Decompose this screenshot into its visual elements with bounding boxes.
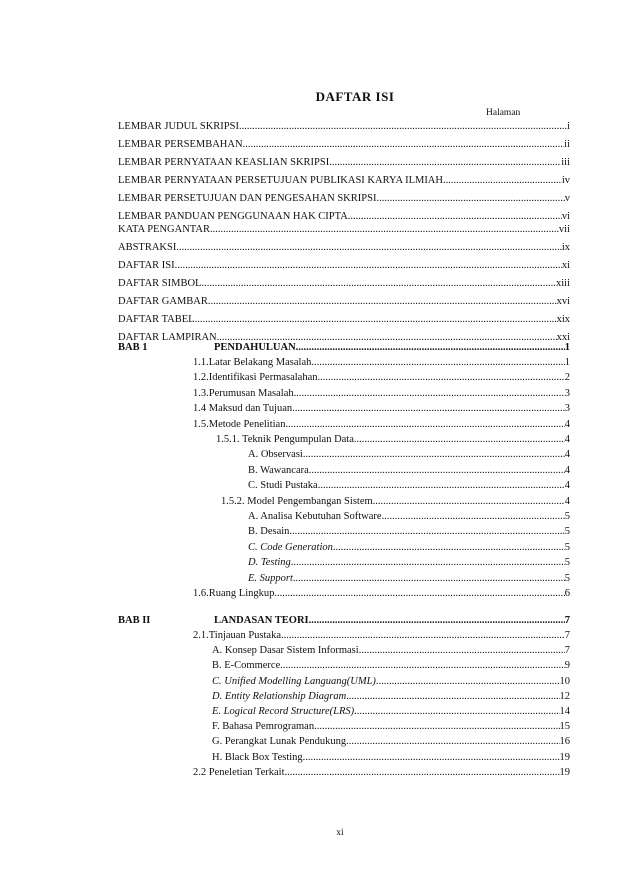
toc-entry-page: 14 (559, 706, 570, 717)
toc-entry-label: LEMBAR PERSETUJUAN DAN PENGESAHAN SKRIPSI (118, 193, 377, 204)
toc-entry-page: 15 (559, 721, 570, 733)
toc-entry (212, 644, 570, 658)
dot-leader (329, 156, 561, 170)
toc-entry-page: 5 (564, 526, 570, 538)
dot-leader (376, 675, 560, 689)
toc-entry (212, 720, 570, 734)
dot-leader (195, 313, 557, 327)
toc-entry-page: 4 (564, 449, 570, 461)
toc-entry-label: D. Entity Relationship Diagram (212, 690, 347, 702)
toc-entry (248, 572, 570, 586)
dot-leader (291, 556, 565, 570)
dot-leader (309, 614, 565, 628)
toc-entry-page: 3 (564, 403, 570, 415)
toc-entry-label: A. Konsep Dasar Sistem Informasi (212, 645, 359, 657)
toc-entry-page: 19 (559, 751, 570, 763)
toc-entry-page: 4 (564, 418, 570, 430)
toc-entry-label: C. Code Generation (248, 541, 333, 553)
dot-leader (292, 402, 565, 416)
toc-entry-page: 7 (564, 645, 570, 657)
toc-entry (118, 277, 570, 291)
dot-leader (210, 223, 559, 237)
dot-leader (176, 241, 561, 255)
chapter-heading (214, 341, 570, 355)
toc-entry-label: 1.1.Latar Belakang Masalah (193, 357, 312, 368)
toc-entry-label: LEMBAR PANDUAN PENGGUNAAN HAK CIPTA (118, 211, 348, 222)
chapter-heading (214, 614, 570, 628)
toc-entry-page: 4 (564, 495, 570, 507)
toc-entry-page: i (567, 121, 570, 132)
toc-entry-page: iv (561, 175, 570, 186)
toc-entry (248, 448, 570, 462)
toc-entry-label: DAFTAR ISI (118, 260, 175, 271)
toc-entry-page: xiii (555, 278, 570, 289)
toc-entry-label: 1.6.Ruang Lingkup (193, 588, 275, 599)
toc-entry (248, 464, 570, 478)
dot-leader (382, 510, 565, 524)
toc-entry (118, 192, 570, 206)
toc-entry-page: xi (561, 260, 570, 271)
toc-entry-page: ii (564, 139, 570, 150)
toc-entry-label: 1.2.Identifikasi Permasalahan (193, 372, 318, 384)
toc-entry-page: 6 (564, 588, 570, 599)
toc-entry-page: iii (561, 157, 570, 168)
toc-entry-label: DAFTAR TABEL (118, 314, 195, 325)
dot-leader (239, 120, 567, 134)
toc-entry (193, 766, 570, 780)
toc-entry (221, 495, 570, 509)
toc-entry (193, 418, 570, 432)
toc-entry-page: 7 (564, 630, 570, 641)
toc-entry-label: C. Unified Modelling Languang(UML) (212, 675, 376, 687)
toc-entry-label: B. Desain (248, 526, 290, 538)
chapter-title: PENDAHULUAN (214, 342, 296, 353)
toc-entry (212, 675, 570, 689)
halaman-label: Halaman (486, 108, 521, 118)
toc-entry (212, 705, 570, 719)
dot-leader (303, 751, 560, 765)
toc-entry-label: B. E-Commerce (212, 660, 281, 672)
toc-entry (118, 295, 570, 309)
chapter-title: LANDASAN TEORI (214, 615, 309, 626)
toc-entry-label: 1.5.1. Teknik Pengumpulan Data (216, 434, 354, 445)
page-number: xi (336, 828, 344, 838)
toc-entry (118, 313, 570, 327)
toc-entry-page: 1 (564, 357, 570, 368)
toc-entry-label: LEMBAR PERSEMBAHAN (118, 139, 243, 150)
toc-entry-label: 2.2 Peneletian Terkait (193, 766, 285, 778)
page-title: DAFTAR ISI (315, 89, 395, 104)
toc-entry (212, 659, 570, 673)
toc-entry (193, 402, 570, 416)
toc-entry-label: LEMBAR PERNYATAAN PERSETUJUAN PUBLIKASI KARYA ILMIAH (118, 175, 443, 186)
toc-entry-label: E. Support (248, 572, 293, 584)
toc-entry (216, 433, 570, 447)
toc-entry-page: 9 (564, 660, 570, 672)
toc-entry-label: E. Logical Record Structure(LRS) (212, 706, 355, 717)
toc-entry (193, 629, 570, 643)
dot-leader (201, 277, 556, 291)
toc-entry-page: 5 (564, 511, 570, 522)
dot-leader (294, 387, 565, 401)
toc-entry (248, 556, 570, 570)
dot-leader (243, 138, 565, 152)
toc-entry-page: 5 (564, 557, 570, 569)
toc-entry-label: F. Bahasa Pemrograman (212, 721, 315, 733)
toc-entry (118, 223, 570, 237)
toc-entry (118, 138, 570, 152)
dot-leader (346, 735, 559, 749)
toc-entry-label: H. Black Box Testing (212, 751, 303, 763)
toc-entry-label: DAFTAR SIMBOL (118, 278, 202, 289)
dot-leader (280, 659, 565, 673)
toc-entry-page: 4 (564, 434, 570, 445)
toc-entry-page: 12 (559, 690, 570, 702)
dot-leader (348, 210, 562, 224)
dot-leader (314, 720, 559, 734)
toc-entry-label: 1.5.2. Model Pengembangan Sistem (221, 495, 373, 507)
dot-leader (354, 705, 559, 719)
toc-entry-label: D. Testing (248, 557, 291, 569)
toc-entry (193, 387, 570, 401)
toc-entry-page: 2 (564, 372, 570, 384)
dot-leader (311, 356, 564, 370)
dot-leader (359, 644, 565, 658)
dot-leader (443, 174, 562, 188)
toc-entry (248, 479, 570, 493)
chapter-page: 1 (564, 342, 570, 353)
dot-leader (208, 295, 557, 309)
toc-entry-label: C. Studi Pustaka (248, 480, 318, 492)
dot-leader (354, 433, 565, 447)
toc-entry (118, 210, 570, 224)
toc-entry (118, 156, 570, 170)
toc-entry (118, 241, 570, 255)
dot-leader (376, 192, 564, 206)
toc-entry-label: LEMBAR PERNYATAAN KEASLIAN SKRIPSI (118, 157, 330, 168)
toc-entry-page: 19 (559, 766, 570, 778)
toc-entry-label: ABSTRAKSI (118, 242, 177, 253)
toc-entry-page: 3 (564, 387, 570, 399)
toc-entry-page: 10 (559, 675, 570, 687)
toc-entry (193, 371, 570, 385)
toc-entry-label: G. Perangkat Lunak Pendukung (212, 736, 347, 748)
toc-entry-page: 16 (559, 736, 570, 748)
toc-entry (118, 259, 570, 273)
toc-entry-label: 2.1.Tinjauan Pustaka (193, 630, 281, 641)
toc-entry (248, 525, 570, 539)
dot-leader (333, 541, 565, 555)
toc-entry (212, 751, 570, 765)
toc-entry (118, 120, 570, 134)
toc-entry (212, 735, 570, 749)
toc-entry (248, 541, 570, 555)
toc-entry (193, 587, 570, 601)
dot-leader (373, 495, 565, 509)
dot-leader (296, 341, 565, 355)
toc-entry-label: 1.3.Perumusan Masalah (193, 387, 294, 399)
toc-entry-page: 5 (564, 541, 570, 553)
dot-leader (285, 766, 560, 780)
toc-entry (248, 510, 570, 524)
dot-leader (281, 629, 565, 643)
toc-entry-label: DAFTAR LAMPIRAN (118, 332, 217, 343)
toc-entry-label: 1.5.Metode Penelitian (193, 418, 286, 430)
toc-entry (212, 690, 570, 704)
chapter-number: BAB II (118, 615, 151, 626)
toc-entry-page: vii (558, 224, 570, 235)
dot-leader (285, 418, 564, 432)
dot-leader (346, 690, 559, 704)
toc-entry-page: v (564, 193, 570, 204)
toc-entry-page: 4 (564, 480, 570, 492)
toc-entry-page: xvi (556, 296, 570, 307)
toc-entry-label: A. Analisa Kebutuhan Software (248, 511, 382, 522)
toc-entry (193, 356, 570, 370)
toc-entry-page: xix (556, 314, 570, 325)
toc-entry-label: B. Wawancara (248, 464, 309, 476)
dot-leader (309, 464, 565, 478)
toc-entry (118, 174, 570, 188)
toc-entry-page: 5 (564, 572, 570, 584)
toc-entry-page: xxi (556, 332, 570, 343)
toc-entry-page: ix (561, 242, 570, 253)
toc-entry-label: DAFTAR GAMBAR (118, 296, 208, 307)
toc-entry-label: KATA PENGANTAR (118, 224, 210, 235)
toc-entry-page: 4 (564, 464, 570, 476)
dot-leader (318, 371, 565, 385)
dot-leader (289, 525, 564, 539)
dot-leader (303, 448, 565, 462)
toc-entry-label: A. Observasi (248, 449, 303, 461)
toc-entry-label: LEMBAR JUDUL SKRIPSI (118, 121, 239, 132)
dot-leader (175, 259, 562, 273)
dot-leader (318, 479, 565, 493)
toc-entry-label: 1.4 Maksud dan Tujuan (193, 403, 293, 415)
toc-entry-page: vi (561, 211, 570, 222)
dot-leader (293, 572, 565, 586)
chapter-page: 7 (564, 615, 570, 626)
chapter-number: BAB 1 (118, 342, 148, 353)
dot-leader (274, 587, 564, 601)
